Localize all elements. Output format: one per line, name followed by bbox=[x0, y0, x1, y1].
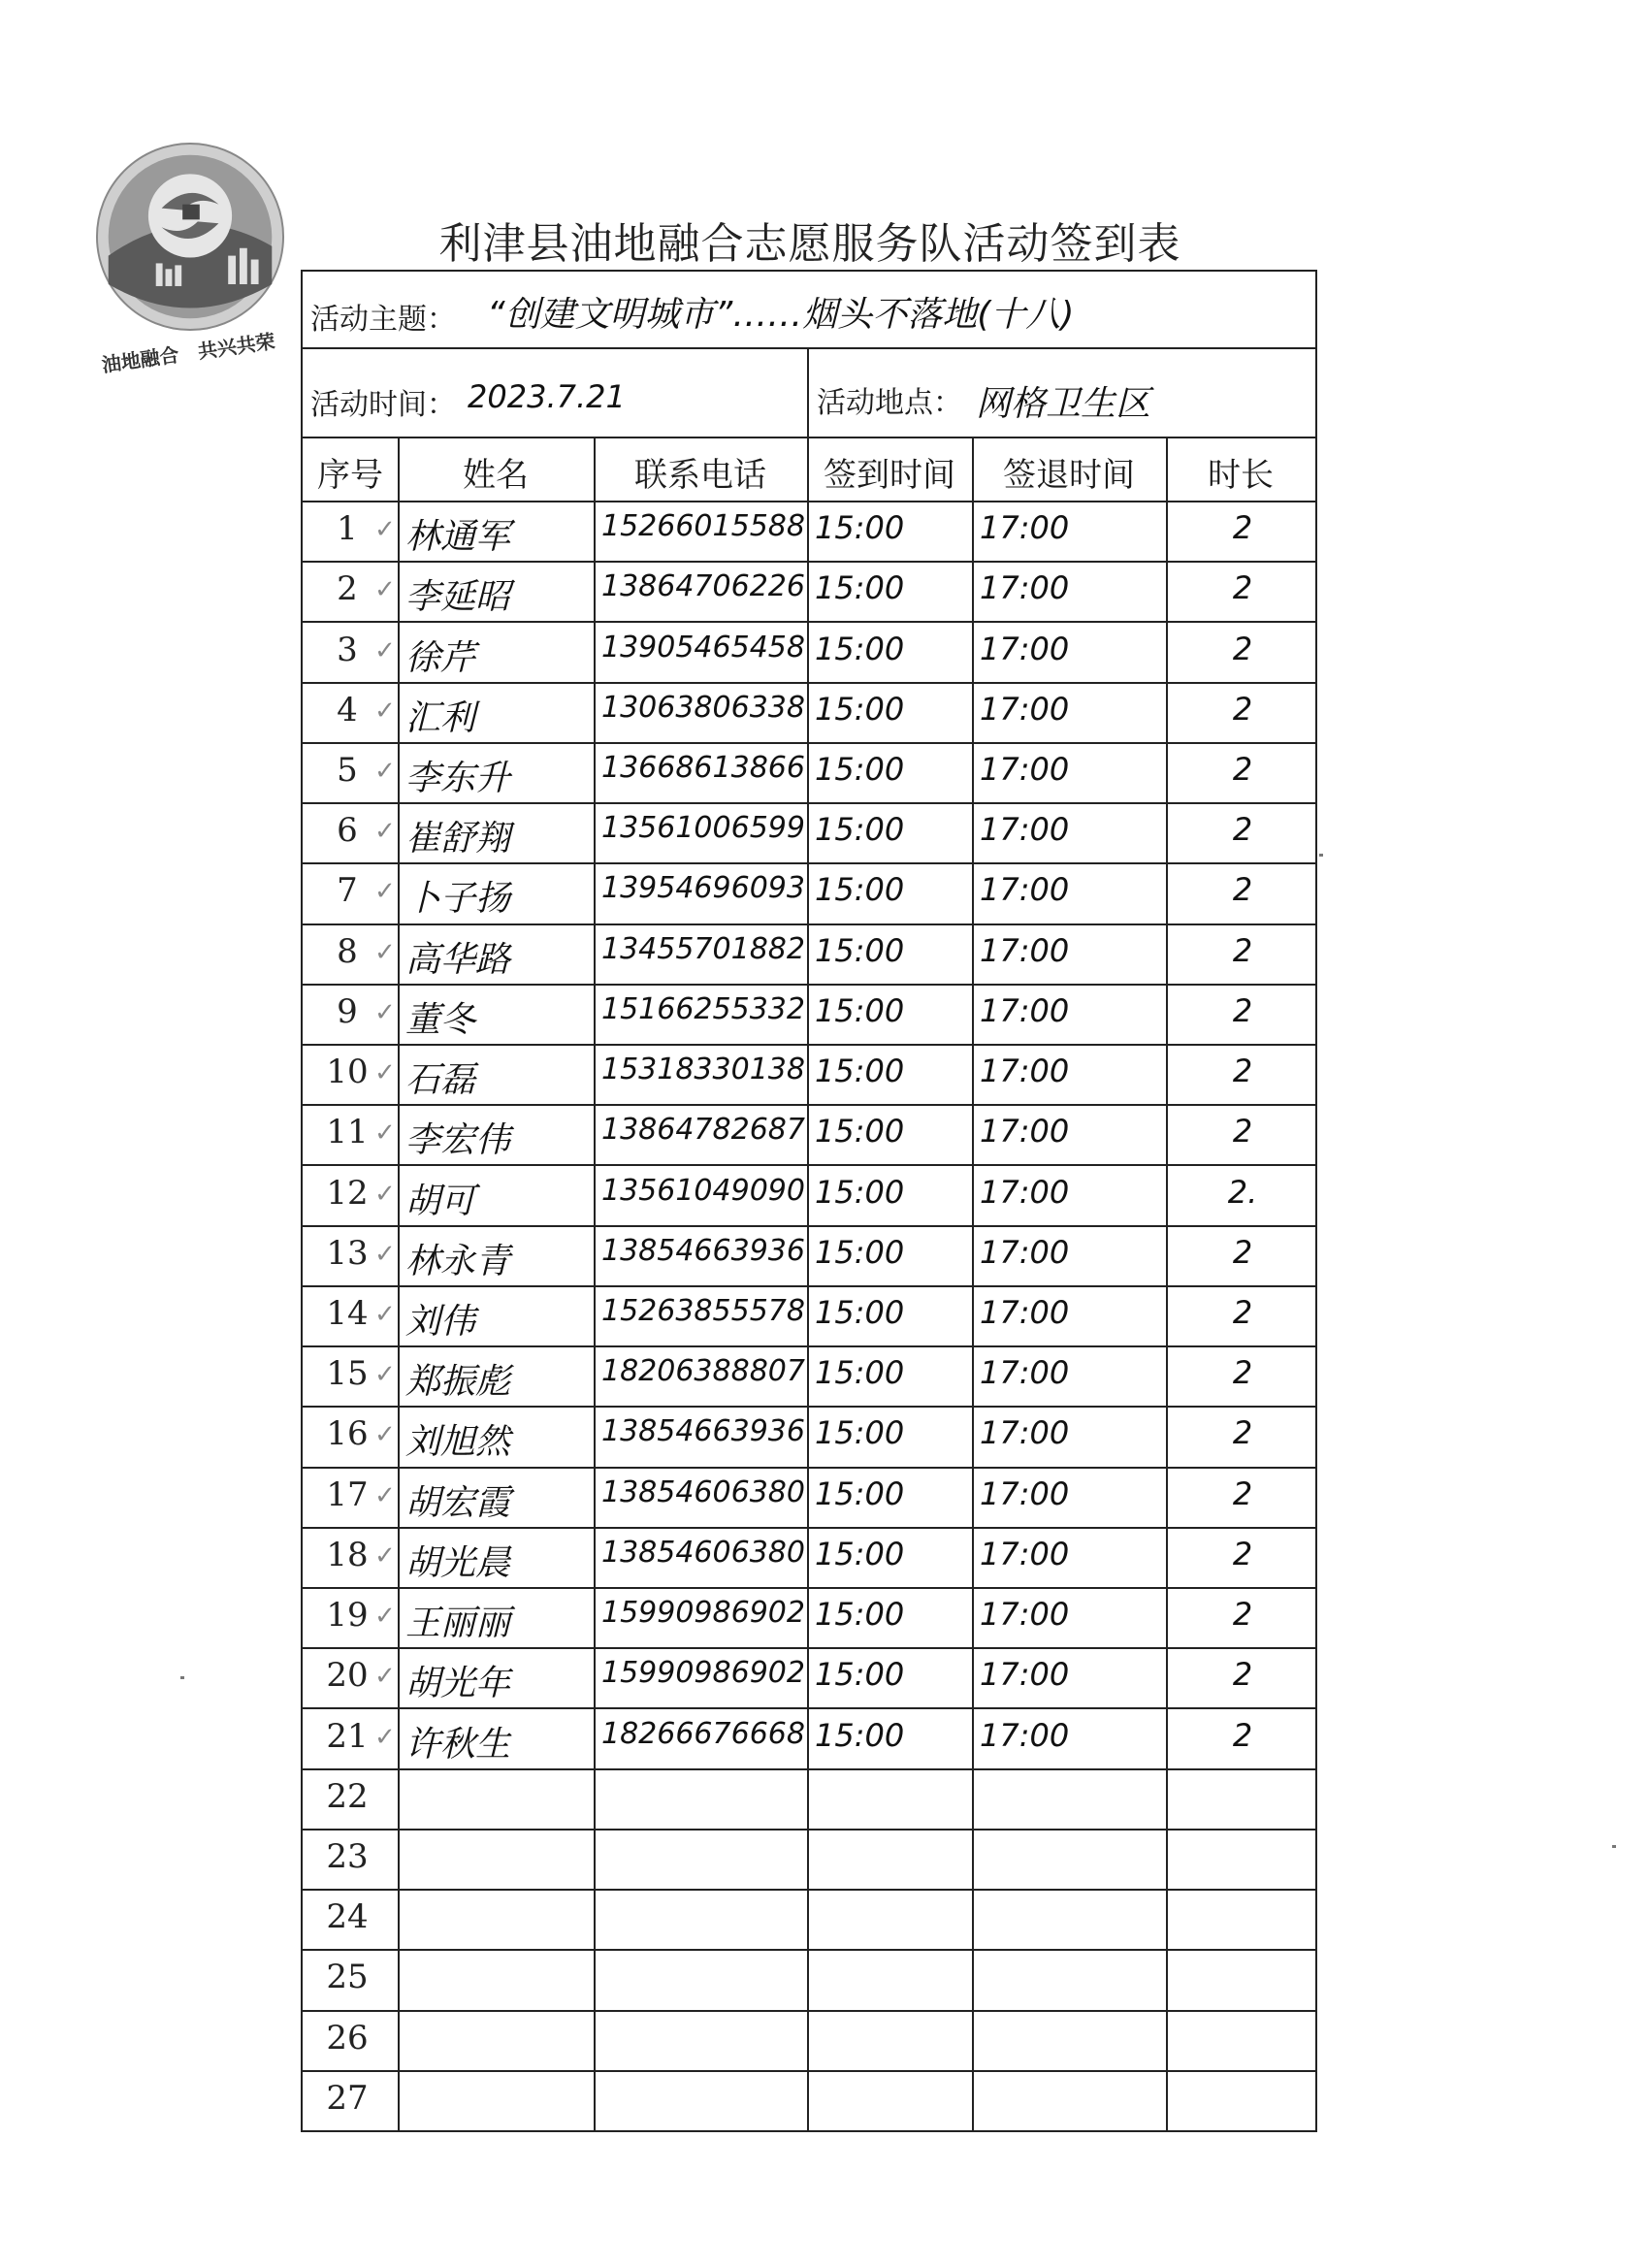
column-header: 姓名 bbox=[463, 456, 529, 495]
time-label: 活动时间： bbox=[310, 388, 456, 422]
name-cell: 胡宏霞 bbox=[405, 1482, 511, 1523]
row-divider bbox=[303, 1707, 1315, 1709]
row-number: 21 bbox=[326, 1716, 369, 1756]
name-cell: 刘伟 bbox=[405, 1302, 476, 1342]
phone-cell: 13561049090 bbox=[601, 1173, 805, 1208]
duration-cell: 2 bbox=[1232, 1354, 1253, 1392]
check-mark-icon: ✓ bbox=[374, 1420, 396, 1450]
row-number: 17 bbox=[326, 1474, 369, 1514]
time-value: 2023.7.21 bbox=[468, 378, 626, 415]
row-divider bbox=[303, 561, 1315, 563]
check-mark-icon: ✓ bbox=[374, 635, 396, 665]
row-divider bbox=[303, 2070, 1315, 2072]
checkout-cell: 17:00 bbox=[980, 1233, 1070, 1271]
phone-cell: 13905465458 bbox=[601, 630, 805, 664]
checkout-cell: 17:00 bbox=[980, 1053, 1070, 1090]
checkout-cell: 17:00 bbox=[980, 1535, 1070, 1572]
checkin-cell: 15:00 bbox=[815, 569, 905, 607]
row-divider bbox=[303, 1406, 1315, 1408]
checkin-cell: 15:00 bbox=[815, 1596, 905, 1634]
checkout-cell: 17:00 bbox=[980, 751, 1070, 788]
name-cell: 汇利 bbox=[405, 697, 476, 738]
name-cell: 胡光晨 bbox=[405, 1542, 511, 1583]
duration-cell: 2 bbox=[1232, 811, 1253, 849]
checkin-cell: 15:00 bbox=[815, 630, 905, 667]
row-number: 6 bbox=[337, 811, 358, 851]
row-number: 25 bbox=[326, 1958, 369, 1997]
row-number: 3 bbox=[337, 630, 358, 669]
row-divider bbox=[303, 1345, 1315, 1347]
name-cell: 崔舒翔 bbox=[405, 819, 511, 859]
row-number: 24 bbox=[326, 1897, 369, 1937]
divider bbox=[807, 347, 809, 437]
phone-cell: 15990986902 bbox=[601, 1656, 805, 1691]
check-mark-icon: ✓ bbox=[374, 757, 396, 786]
duration-cell: 2 bbox=[1232, 630, 1253, 667]
checkout-cell: 17:00 bbox=[980, 1474, 1070, 1512]
name-cell: 胡光年 bbox=[405, 1664, 511, 1704]
phone-cell: 13854606380 bbox=[601, 1474, 805, 1509]
name-cell: 郑振彪 bbox=[405, 1362, 511, 1403]
phone-cell: 13854663936 bbox=[601, 1233, 805, 1268]
row-divider bbox=[303, 1225, 1315, 1227]
column-divider bbox=[972, 437, 974, 2130]
check-mark-icon: ✓ bbox=[374, 1118, 396, 1149]
page-title: 利津县油地融合志愿服务队活动签到表 bbox=[438, 219, 1181, 269]
check-mark-icon: ✓ bbox=[374, 696, 396, 726]
row-divider bbox=[303, 1587, 1315, 1589]
row-number: 18 bbox=[326, 1535, 369, 1574]
checkout-cell: 17:00 bbox=[980, 630, 1070, 667]
row-number: 5 bbox=[337, 751, 358, 790]
row-number: 19 bbox=[326, 1596, 369, 1636]
name-cell: 石磊 bbox=[405, 1060, 476, 1101]
phone-cell: 13954696093 bbox=[601, 871, 805, 906]
duration-cell: 2 bbox=[1232, 1233, 1253, 1271]
row-divider bbox=[303, 1164, 1315, 1166]
phone-cell: 13561006599 bbox=[601, 811, 805, 846]
phone-cell: 15266015588 bbox=[601, 509, 805, 544]
name-cell: 李宏伟 bbox=[405, 1120, 511, 1161]
row-divider bbox=[303, 984, 1315, 986]
row-number: 26 bbox=[326, 2018, 369, 2057]
duration-cell: 2 bbox=[1232, 509, 1253, 547]
checkout-cell: 17:00 bbox=[980, 1656, 1070, 1694]
check-mark-icon: ✓ bbox=[374, 1058, 396, 1088]
name-cell: 董冬 bbox=[405, 999, 476, 1040]
column-header: 序号 bbox=[317, 456, 383, 495]
duration-cell: 2 bbox=[1232, 751, 1253, 788]
scan-speck bbox=[180, 1676, 184, 1679]
name-cell: 胡可 bbox=[405, 1181, 476, 1221]
duration-cell: 2 bbox=[1232, 931, 1253, 969]
row-divider bbox=[303, 621, 1315, 623]
checkout-cell: 17:00 bbox=[980, 509, 1070, 547]
duration-cell: 2 bbox=[1232, 1716, 1253, 1754]
checkout-cell: 17:00 bbox=[980, 1414, 1070, 1452]
name-cell: 李东升 bbox=[405, 759, 511, 798]
row-divider bbox=[303, 1949, 1315, 1951]
row-divider bbox=[303, 1889, 1315, 1891]
name-cell: 许秋生 bbox=[405, 1724, 511, 1765]
checkout-cell: 17:00 bbox=[980, 569, 1070, 607]
name-cell: 李延昭 bbox=[405, 577, 511, 618]
sign-in-sheet bbox=[301, 270, 1317, 2132]
row-divider bbox=[303, 1829, 1315, 1831]
column-header: 签到时间 bbox=[824, 456, 955, 495]
checkin-cell: 15:00 bbox=[815, 1716, 905, 1754]
phone-cell: 13864782687 bbox=[601, 1113, 805, 1148]
checkin-cell: 15:00 bbox=[815, 811, 905, 849]
location-label: 活动地点： bbox=[817, 386, 962, 420]
row-number: 1 bbox=[337, 509, 358, 549]
column-divider bbox=[1166, 437, 1168, 2130]
duration-cell: 2 bbox=[1232, 1113, 1253, 1150]
check-mark-icon: ✓ bbox=[374, 1360, 396, 1390]
checkout-cell: 17:00 bbox=[980, 1173, 1070, 1211]
check-mark-icon: ✓ bbox=[374, 575, 396, 605]
check-mark-icon: ✓ bbox=[374, 1239, 396, 1269]
name-cell: 王丽丽 bbox=[405, 1604, 511, 1644]
name-cell: 高华路 bbox=[405, 939, 511, 980]
organization-logo bbox=[95, 142, 285, 332]
scan-speck bbox=[1319, 854, 1323, 857]
row-number: 12 bbox=[326, 1173, 369, 1213]
checkout-cell: 17:00 bbox=[980, 991, 1070, 1029]
checkout-cell: 17:00 bbox=[980, 1294, 1070, 1331]
check-mark-icon: ✓ bbox=[374, 937, 396, 967]
check-mark-icon: ✓ bbox=[374, 515, 396, 545]
column-header: 时长 bbox=[1208, 456, 1274, 495]
phone-cell: 18206388807 bbox=[601, 1354, 805, 1389]
row-number: 16 bbox=[326, 1414, 369, 1454]
row-divider bbox=[303, 802, 1315, 804]
phone-cell: 18266676668 bbox=[601, 1716, 805, 1751]
row-number: 7 bbox=[337, 871, 358, 911]
duration-cell: 2 bbox=[1232, 871, 1253, 909]
row-number: 22 bbox=[326, 1776, 369, 1816]
column-header: 签退时间 bbox=[1003, 456, 1135, 495]
divider bbox=[303, 347, 1315, 349]
duration-cell: 2 bbox=[1232, 569, 1253, 607]
checkout-cell: 17:00 bbox=[980, 1354, 1070, 1392]
phone-cell: 15166255332 bbox=[601, 991, 805, 1026]
duration-cell: 2 bbox=[1232, 1656, 1253, 1694]
row-number: 10 bbox=[326, 1053, 369, 1092]
duration-cell: 2 bbox=[1232, 1053, 1253, 1090]
row-divider bbox=[303, 1647, 1315, 1649]
checkin-cell: 15:00 bbox=[815, 1294, 905, 1331]
row-divider bbox=[303, 1104, 1315, 1106]
check-mark-icon: ✓ bbox=[374, 1722, 396, 1752]
row-divider bbox=[303, 501, 1315, 502]
row-number: 23 bbox=[326, 1837, 369, 1876]
phone-cell: 13668613866 bbox=[601, 751, 805, 785]
logo-slogan: 油地融合 共兴共荣 bbox=[100, 329, 277, 377]
phone-cell: 13854606380 bbox=[601, 1535, 805, 1570]
duration-cell: 2 bbox=[1232, 1596, 1253, 1634]
checkout-cell: 17:00 bbox=[980, 931, 1070, 969]
duration-cell: 2 bbox=[1232, 991, 1253, 1029]
phone-cell: 15990986902 bbox=[601, 1596, 805, 1631]
checkout-cell: 17:00 bbox=[980, 871, 1070, 909]
checkin-cell: 15:00 bbox=[815, 871, 905, 909]
checkin-cell: 15:00 bbox=[815, 1113, 905, 1150]
checkout-cell: 17:00 bbox=[980, 1596, 1070, 1634]
checkin-cell: 15:00 bbox=[815, 1053, 905, 1090]
checkin-cell: 15:00 bbox=[815, 1354, 905, 1392]
scan-speck bbox=[1612, 1845, 1616, 1848]
row-number: 8 bbox=[337, 931, 358, 971]
check-mark-icon: ✓ bbox=[374, 1480, 396, 1510]
phone-cell: 13063806338 bbox=[601, 690, 805, 725]
checkin-cell: 15:00 bbox=[815, 1656, 905, 1694]
check-mark-icon: ✓ bbox=[374, 997, 396, 1027]
checkin-cell: 15:00 bbox=[815, 1233, 905, 1271]
row-number: 15 bbox=[326, 1354, 369, 1394]
duration-cell: 2 bbox=[1232, 1414, 1253, 1452]
row-number: 11 bbox=[326, 1113, 369, 1152]
duration-cell: 2. bbox=[1227, 1173, 1258, 1211]
checkout-cell: 17:00 bbox=[980, 811, 1070, 849]
phone-cell: 13455701882 bbox=[601, 931, 805, 966]
checkout-cell: 17:00 bbox=[980, 1113, 1070, 1150]
checkin-cell: 15:00 bbox=[815, 690, 905, 728]
checkin-cell: 15:00 bbox=[815, 509, 905, 547]
name-cell: 林永青 bbox=[405, 1241, 511, 1281]
duration-cell: 2 bbox=[1232, 1535, 1253, 1572]
duration-cell: 2 bbox=[1232, 690, 1253, 728]
check-mark-icon: ✓ bbox=[374, 1602, 396, 1632]
row-divider bbox=[303, 923, 1315, 925]
checkin-cell: 15:00 bbox=[815, 1474, 905, 1512]
theme-label: 活动主题： bbox=[310, 303, 456, 337]
location-value: 网格卫生区 bbox=[976, 384, 1151, 424]
row-number: 13 bbox=[326, 1233, 369, 1273]
checkin-cell: 15:00 bbox=[815, 1173, 905, 1211]
checkin-cell: 15:00 bbox=[815, 931, 905, 969]
row-divider bbox=[303, 1044, 1315, 1046]
row-number: 20 bbox=[326, 1656, 369, 1696]
check-mark-icon: ✓ bbox=[374, 877, 396, 907]
divider bbox=[303, 437, 1315, 438]
checkin-cell: 15:00 bbox=[815, 1414, 905, 1452]
duration-cell: 2 bbox=[1232, 1294, 1253, 1331]
row-number: 27 bbox=[326, 2078, 369, 2118]
check-mark-icon: ✓ bbox=[374, 817, 396, 847]
phone-cell: 13864706226 bbox=[601, 569, 805, 604]
checkout-cell: 17:00 bbox=[980, 1716, 1070, 1754]
name-cell: 林通军 bbox=[405, 517, 511, 558]
phone-cell: 13854663936 bbox=[601, 1414, 805, 1449]
column-divider bbox=[398, 437, 400, 2130]
phone-cell: 15263855578 bbox=[601, 1294, 805, 1328]
duration-cell: 2 bbox=[1232, 1474, 1253, 1512]
row-divider bbox=[303, 1285, 1315, 1287]
column-header: 联系电话 bbox=[634, 456, 766, 495]
row-number: 14 bbox=[326, 1294, 369, 1333]
row-divider bbox=[303, 1467, 1315, 1469]
checkin-cell: 15:00 bbox=[815, 991, 905, 1029]
theme-value: “创建文明城市”……烟头不落地(十八) bbox=[487, 295, 1075, 335]
row-divider bbox=[303, 1527, 1315, 1529]
row-divider bbox=[303, 682, 1315, 684]
name-cell: 卜子扬 bbox=[405, 879, 511, 920]
checkout-cell: 17:00 bbox=[980, 690, 1070, 728]
check-mark-icon: ✓ bbox=[374, 1179, 396, 1209]
name-cell: 徐芹 bbox=[405, 637, 476, 678]
row-number: 2 bbox=[337, 569, 358, 609]
row-number: 4 bbox=[337, 690, 358, 729]
row-number: 9 bbox=[337, 991, 358, 1031]
column-divider bbox=[807, 437, 809, 2130]
check-mark-icon: ✓ bbox=[374, 1662, 396, 1692]
row-divider bbox=[303, 742, 1315, 744]
row-divider bbox=[303, 862, 1315, 864]
row-divider bbox=[303, 1768, 1315, 1770]
name-cell: 刘旭然 bbox=[405, 1422, 511, 1463]
checkin-cell: 15:00 bbox=[815, 1535, 905, 1572]
column-divider bbox=[594, 437, 596, 2130]
check-mark-icon: ✓ bbox=[374, 1300, 396, 1329]
checkin-cell: 15:00 bbox=[815, 751, 905, 788]
check-mark-icon: ✓ bbox=[374, 1540, 396, 1571]
row-divider bbox=[303, 2010, 1315, 2012]
phone-cell: 15318330138 bbox=[601, 1053, 805, 1087]
